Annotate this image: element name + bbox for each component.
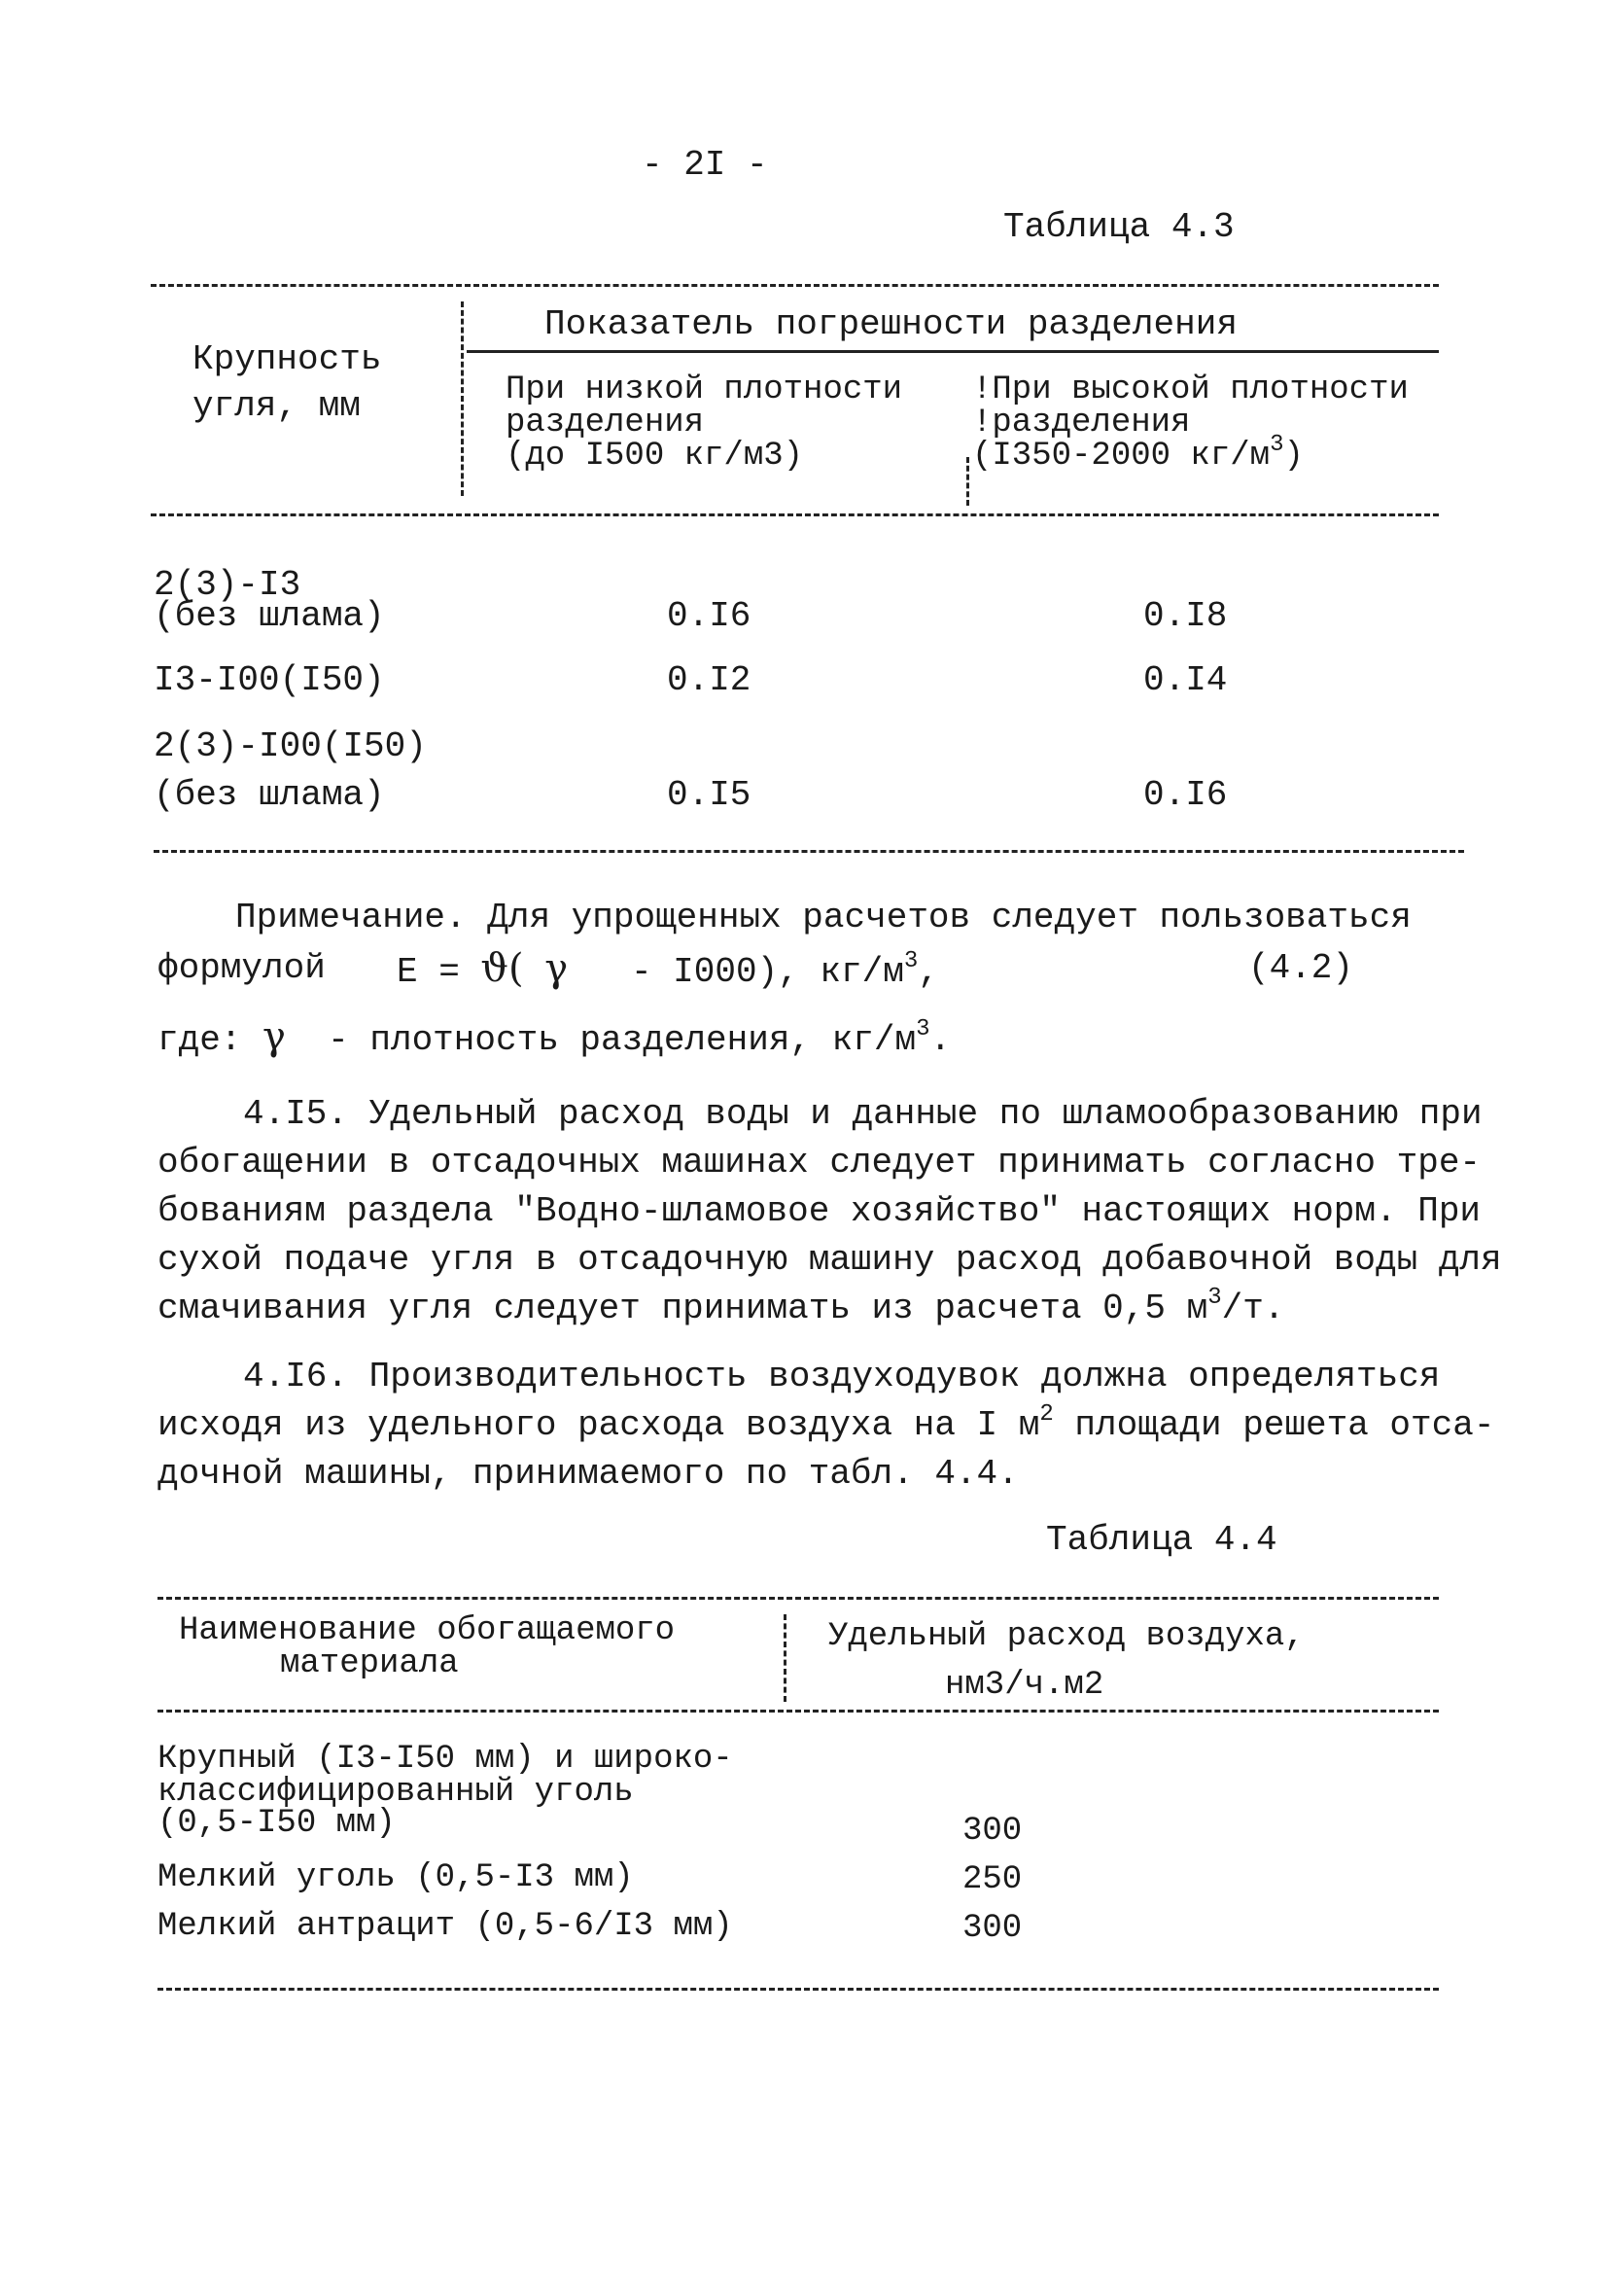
table-4-3-col1-header-line2: угля, мм bbox=[192, 386, 361, 426]
table-4-3-row1-high: 0.I8 bbox=[1143, 596, 1228, 636]
table-4-3-row3-size-line2: (без шлама) bbox=[154, 775, 385, 815]
table-4-4-row1-value: 300 bbox=[962, 1813, 1023, 1850]
table-4-3-caption: Таблица 4.3 bbox=[1003, 207, 1235, 247]
table-4-3-row2-high: 0.I4 bbox=[1143, 660, 1228, 700]
table-4-4-row3-material: Мелкий антрацит (0,5-6/I3 мм) bbox=[157, 1908, 733, 1945]
table-4-4-col2-header-line1: Удельный расход воздуха, bbox=[828, 1618, 1305, 1655]
clause-4-15-line5: смачивания угля следует принимать из расчета 0,5 $м^3/т$. bbox=[157, 1285, 1285, 1328]
table-4-3-row1-low: 0.I6 bbox=[667, 596, 751, 636]
table-4-3-col3-header-line2: !разделения bbox=[972, 405, 1191, 442]
formula-prefix: формулой bbox=[157, 948, 326, 988]
table-4-3-col2-header-line3: (до I500 кг/м3) bbox=[506, 438, 804, 475]
clause-4-15-line4: сухой подаче угля в отсадочную машину расход добавочной воды для bbox=[157, 1240, 1502, 1280]
table-4-4-row3-value: 300 bbox=[962, 1910, 1023, 1947]
clause-4-16-line2: исходя из удельного расхода воздуха на I $м^2$ площади решета отса- bbox=[157, 1401, 1495, 1445]
clause-4-16-line3: дочной машины, принимаемого по табл. 4.4. bbox=[157, 1454, 1019, 1494]
table-4-3-row3-high: 0.I6 bbox=[1143, 775, 1228, 815]
table-4-3-row1-size-line2: (без шлама) bbox=[154, 596, 385, 636]
table-4-3-row2-size: I3-I00(I50) bbox=[154, 660, 385, 700]
where-line: где: γ - плотность разделения, $кг/м^3$. bbox=[157, 1014, 952, 1060]
table-4-4-row2-material: Мелкий уголь (0,5-I3 мм) bbox=[157, 1859, 634, 1896]
table-4-3-row1-size-line1: 2(3)-I3 bbox=[154, 565, 301, 605]
table-4-3-top-rule bbox=[151, 284, 1439, 287]
table-4-4-col1-header-line1: Наименование обогащаемого bbox=[179, 1612, 676, 1649]
table-4-4-col2-header-line2: нм3/ч.м2 bbox=[945, 1667, 1104, 1704]
table-4-4-row1-material-line3: (0,5-I50 мм) bbox=[157, 1805, 396, 1842]
table-4-3-header-rule bbox=[151, 513, 1439, 516]
table-4-3-bottom-rule bbox=[154, 850, 1464, 853]
table-4-4-top-rule bbox=[157, 1597, 1439, 1600]
table-4-3-col1-header-line1: Крупность bbox=[192, 339, 382, 379]
table-4-3-group-header: Показатель погрешности разделения bbox=[544, 304, 1238, 344]
clause-4-15-line1: 4.I5. Удельный расход воды и данные по шламообразованию при bbox=[243, 1094, 1483, 1134]
table-4-4-row1-material-line2: классифицированный уголь bbox=[157, 1774, 634, 1811]
table-4-4-row2-value: 250 bbox=[962, 1861, 1023, 1898]
note-line1: Примечание. Для упрощенных расчетов следует пользоваться bbox=[235, 898, 1412, 937]
table-4-3-col3-header-line1: !При высокой плотности bbox=[972, 371, 1409, 408]
clause-4-16-line1: 4.I6. Производительность воздуходувок должна определяться bbox=[243, 1357, 1441, 1396]
table-4-4-col1-header-line2: материала bbox=[280, 1645, 459, 1682]
clause-4-15-line3: бованиям раздела "Водно-шламовое хозяйство" настоящих норм. При bbox=[157, 1191, 1482, 1231]
table-4-3-row2-low: 0.I2 bbox=[667, 660, 751, 700]
clause-4-15-line2: обогащении в отсадочных машинах следует принимать согласно тре- bbox=[157, 1143, 1482, 1183]
table-4-4-header-rule bbox=[157, 1710, 1439, 1713]
table-4-3-group-rule bbox=[467, 350, 1439, 353]
page-number: - 2I - bbox=[642, 145, 768, 185]
table-4-3-row3-size-line1: 2(3)-I00(I50) bbox=[154, 726, 427, 766]
formula-number: (4.2) bbox=[1248, 948, 1354, 988]
table-4-4-bottom-rule bbox=[157, 1988, 1439, 1991]
table-4-4-caption: Таблица 4.4 bbox=[1046, 1520, 1277, 1560]
formula: E = ϑ( γ - I000), $кг/м^3$, bbox=[397, 946, 939, 992]
table-4-3-subcolumn-divider bbox=[966, 457, 969, 506]
table-4-3-row3-low: 0.I5 bbox=[667, 775, 751, 815]
table-4-4-column-divider bbox=[784, 1614, 786, 1702]
table-4-3-column-divider bbox=[461, 301, 464, 496]
table-4-3-col2-header-line2: разделения bbox=[506, 405, 705, 442]
table-4-3-col3-header-line3: (I350-2000 $кг/м^3$) bbox=[972, 431, 1304, 475]
table-4-4-row1-material-line1: Крупный (I3-I50 мм) и широко- bbox=[157, 1741, 733, 1778]
table-4-3-col2-header-line1: При низкой плотности bbox=[506, 371, 903, 408]
